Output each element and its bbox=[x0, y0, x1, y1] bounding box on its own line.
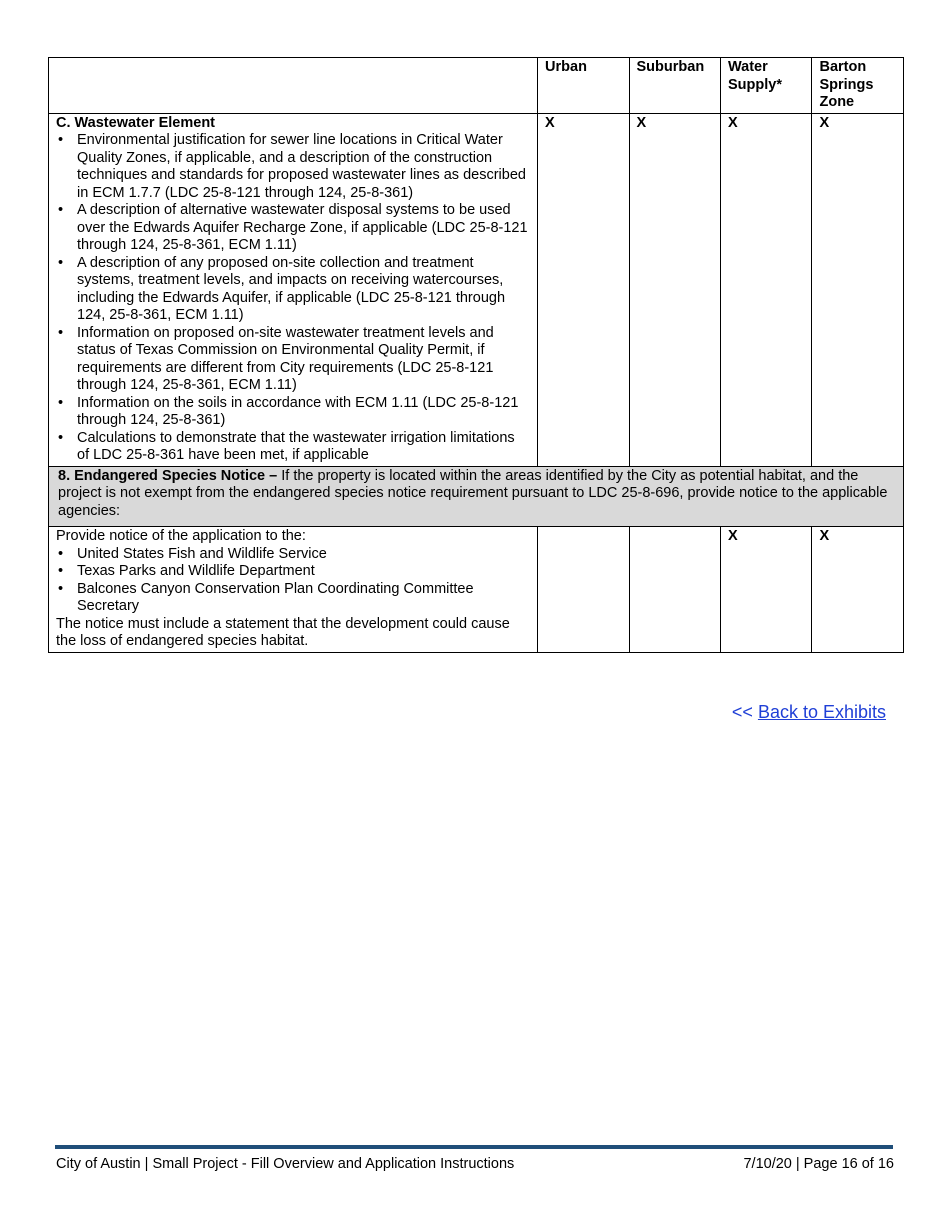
header-description bbox=[49, 58, 538, 114]
endangered-species-cell bbox=[49, 466, 904, 527]
header-urban: Urban bbox=[538, 58, 629, 114]
back-to-exhibits bbox=[732, 702, 886, 723]
wastewater-suburban-mark: X bbox=[629, 113, 720, 466]
footer-document-title: City of Austin | Small Project - Fill Overview and Application Instructions bbox=[56, 1156, 515, 1172]
notice-suburban-mark bbox=[629, 527, 720, 653]
wastewater-title: C. Wastewater Element bbox=[56, 114, 216, 131]
notice-bullet: • United States Fish and Wildlife Service bbox=[77, 546, 530, 564]
notice-closing: The notice must include a statement that the development could cause the loss of endangered species habitat. bbox=[56, 615, 510, 649]
endangered-species-title: 8. Endangered Species Notice – bbox=[58, 467, 278, 484]
notice-cell bbox=[49, 527, 538, 653]
requirements-table bbox=[48, 57, 904, 653]
header-barton-springs-zone: Barton Springs Zone bbox=[812, 58, 904, 114]
wastewater-barton-springs-mark: X bbox=[812, 113, 904, 466]
notice-water-supply-mark: X bbox=[721, 527, 812, 653]
back-link-prefix: << bbox=[731, 702, 758, 722]
header-suburban: Suburban bbox=[629, 58, 720, 114]
notice-intro: Provide notice of the application to the: bbox=[56, 528, 306, 544]
notice-bullet: • Balcones Canyon Conservation Plan Coordinating Committee Secretary bbox=[77, 581, 530, 616]
wastewater-water-supply-mark: X bbox=[721, 113, 812, 466]
wastewater-bullet: • A description of any proposed on-site collection and treatment systems, treatment levels, and impacts on receiving watercourses, including the Edwards Aquifer, if applicable (LDC 25-8-121 through 124, 25-8-361, ECM 1.11) bbox=[77, 255, 530, 325]
notice-barton-springs-mark: X bbox=[812, 527, 904, 653]
notice-bullet: • Texas Parks and Wildlife Department bbox=[77, 563, 530, 581]
wastewater-cell bbox=[49, 113, 538, 466]
header-row bbox=[49, 58, 904, 114]
wastewater-bullet: • Environmental justification for sewer line locations in Critical Water Quality Zones, if applicable, and a description of the construction techniques and standards for proposed wastewater lines as described in ECM 1.7.7 (LDC 25-8-121 through 124, 25-8-361) bbox=[77, 132, 530, 202]
notice-bullet-list bbox=[56, 546, 530, 616]
header-water-supply: Water Supply* bbox=[721, 58, 812, 114]
wastewater-row bbox=[49, 113, 904, 466]
wastewater-bullet-list bbox=[56, 132, 530, 465]
footer-rule bbox=[55, 1145, 893, 1149]
notice-row bbox=[49, 527, 904, 653]
back-to-exhibits-link[interactable]: Back to Exhibits bbox=[757, 702, 886, 722]
notice-urban-mark bbox=[538, 527, 629, 653]
wastewater-bullet: • Calculations to demonstrate that the wastewater irrigation limitations of LDC 25-8-361 have been met, if applicable bbox=[77, 430, 530, 465]
footer-page-info: 7/10/20 | Page 16 of 16 bbox=[743, 1156, 894, 1172]
wastewater-urban-mark: X bbox=[538, 113, 629, 466]
endangered-species-row bbox=[49, 466, 904, 527]
wastewater-bullet: • A description of alternative wastewater disposal systems to be used over the Edwards Aquifer Recharge Zone, if applicable (LDC 25-8-121 through 124, 25-8-361, ECM 1.11) bbox=[77, 202, 530, 255]
endangered-species-text: If the property is located within the areas identified by the City as potential habitat, and the project is not exempt from the endangered species notice requirement pursuant to LDC 25-8-696, provide notice to the applicable agencies: bbox=[58, 467, 888, 519]
wastewater-bullet: • Information on proposed on-site wastewater treatment levels and status of Texas Commission on Environmental Quality Permit, if requirements are different from City requirements (LDC 25-8-121 through 124, 25-8-361, ECM 1.11) bbox=[77, 325, 530, 395]
wastewater-bullet: • Information on the soils in accordance with ECM 1.11 (LDC 25-8-121 through 124, 25-8-361) bbox=[77, 395, 530, 430]
